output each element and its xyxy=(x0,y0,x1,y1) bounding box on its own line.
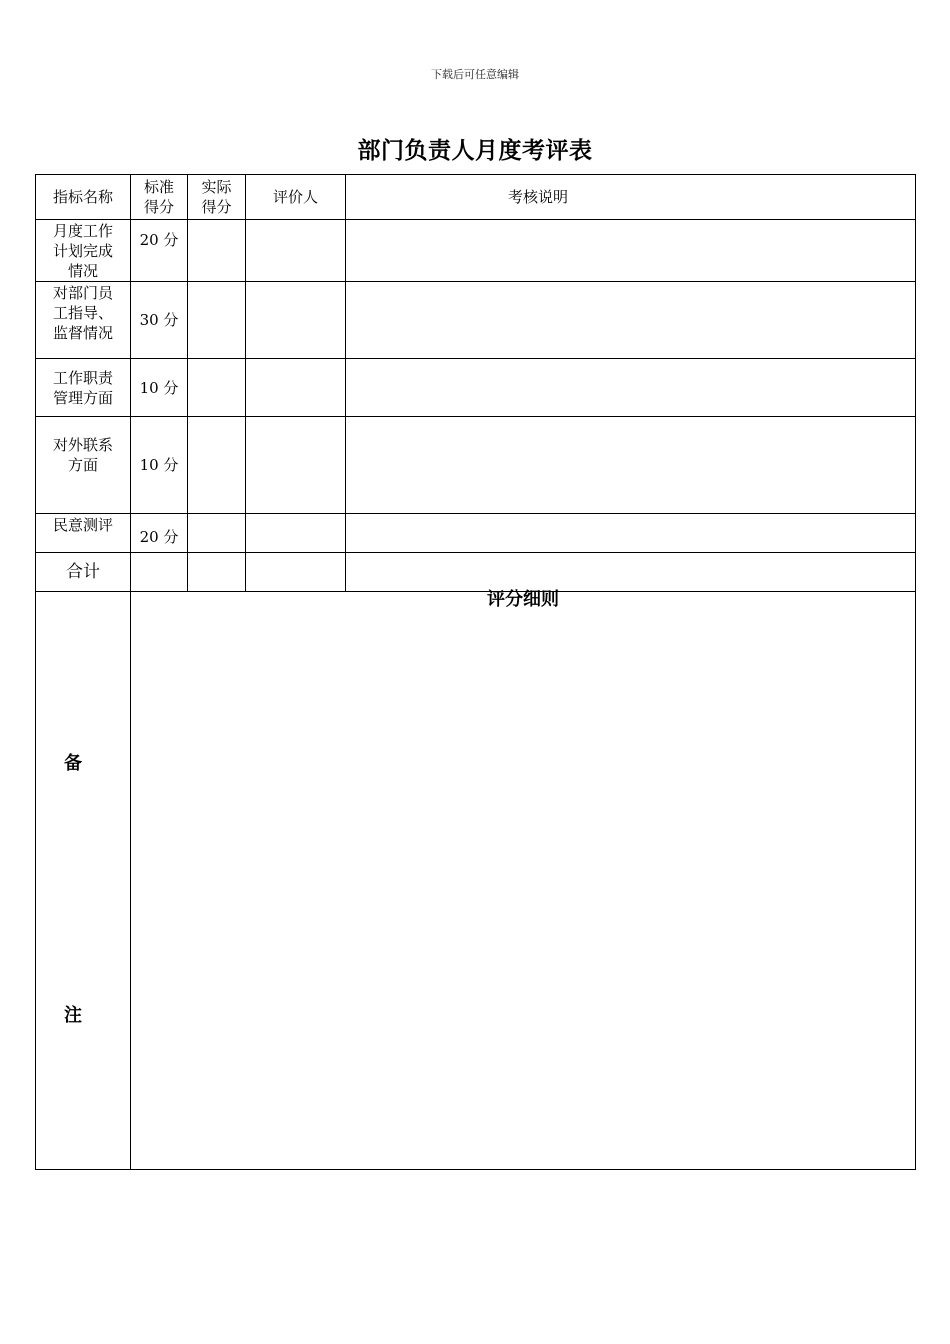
row-indicator-cell xyxy=(36,282,131,359)
row-actual-score[interactable] xyxy=(188,359,246,417)
row-indicator-cell xyxy=(36,359,131,417)
table-row xyxy=(36,282,916,359)
row-evaluator[interactable] xyxy=(246,220,346,282)
table-row xyxy=(36,417,916,514)
header-actual-score-line-1: 实际 xyxy=(201,178,232,196)
header-indicator: 指标名称 xyxy=(36,175,131,220)
total-label: 合计 xyxy=(36,553,131,592)
header-actual-score xyxy=(188,175,246,220)
document-title: 部门负责人月度考评表 xyxy=(357,138,593,164)
row-indicator-line: 对部门员 xyxy=(52,284,113,302)
row-indicator-line: 对外联系 xyxy=(52,436,113,454)
row-description[interactable] xyxy=(346,282,916,359)
row-actual-score[interactable] xyxy=(188,220,246,282)
row-evaluator[interactable] xyxy=(246,282,346,359)
header-actual-score-line-2: 得分 xyxy=(201,198,232,216)
row-actual-score[interactable] xyxy=(188,282,246,359)
total-evaluator[interactable] xyxy=(246,553,346,592)
header-evaluator: 评价人 xyxy=(246,175,346,220)
row-indicator-line: 监督情况 xyxy=(52,324,113,342)
header-standard-score xyxy=(131,175,188,220)
evaluation-table xyxy=(35,174,916,1170)
remarks-row xyxy=(36,592,916,1170)
row-indicator-line: 情况 xyxy=(67,262,98,280)
row-indicator-line: 月度工作 xyxy=(52,222,113,240)
row-indicator-line: 工作职责 xyxy=(52,368,113,387)
row-description[interactable] xyxy=(346,514,916,553)
header-standard-score-line-2: 得分 xyxy=(143,198,174,216)
scoring-rules-title: 评分细则 xyxy=(487,589,559,610)
row-evaluator[interactable] xyxy=(246,514,346,553)
row-indicator-cell xyxy=(36,514,131,553)
total-description[interactable] xyxy=(346,553,916,592)
header-note: 下载后可任意编辑 xyxy=(431,68,519,81)
row-standard-score: 10 分 xyxy=(131,417,188,514)
row-evaluator[interactable] xyxy=(246,417,346,514)
header-description: 考核说明 xyxy=(346,175,916,220)
row-description[interactable] xyxy=(346,359,916,417)
total-row xyxy=(36,553,916,592)
row-indicator-line: 管理方面 xyxy=(52,388,113,407)
row-indicator-line: 工指导、 xyxy=(52,304,113,322)
row-indicator-cell xyxy=(36,220,131,282)
total-actual-score[interactable] xyxy=(188,553,246,592)
row-indicator-line: 计划完成 xyxy=(52,242,113,260)
row-actual-score[interactable] xyxy=(188,417,246,514)
row-standard-score: 30 分 xyxy=(131,282,188,359)
table-row xyxy=(36,359,916,417)
remarks-label-char: 备 xyxy=(64,753,82,774)
row-description[interactable] xyxy=(346,220,916,282)
row-description[interactable] xyxy=(346,417,916,514)
row-evaluator[interactable] xyxy=(246,359,346,417)
row-indicator-cell xyxy=(36,417,131,514)
header-standard-score-line-1: 标准 xyxy=(143,178,174,196)
row-indicator-line: 方面 xyxy=(67,456,98,474)
row-actual-score[interactable] xyxy=(188,514,246,553)
table-header-row xyxy=(36,175,916,220)
table-row xyxy=(36,514,916,553)
row-standard-score: 20 分 xyxy=(131,220,188,282)
table-row xyxy=(36,220,916,282)
row-standard-score: 10 分 xyxy=(131,359,188,417)
row-indicator-line: 民意测评 xyxy=(52,516,113,534)
remarks-content-cell[interactable] xyxy=(131,589,916,1170)
total-standard-score[interactable] xyxy=(131,553,188,592)
remarks-label-char: 注 xyxy=(64,1005,82,1026)
remarks-label-cell xyxy=(36,592,131,1170)
row-standard-score: 20 分 xyxy=(131,514,188,553)
